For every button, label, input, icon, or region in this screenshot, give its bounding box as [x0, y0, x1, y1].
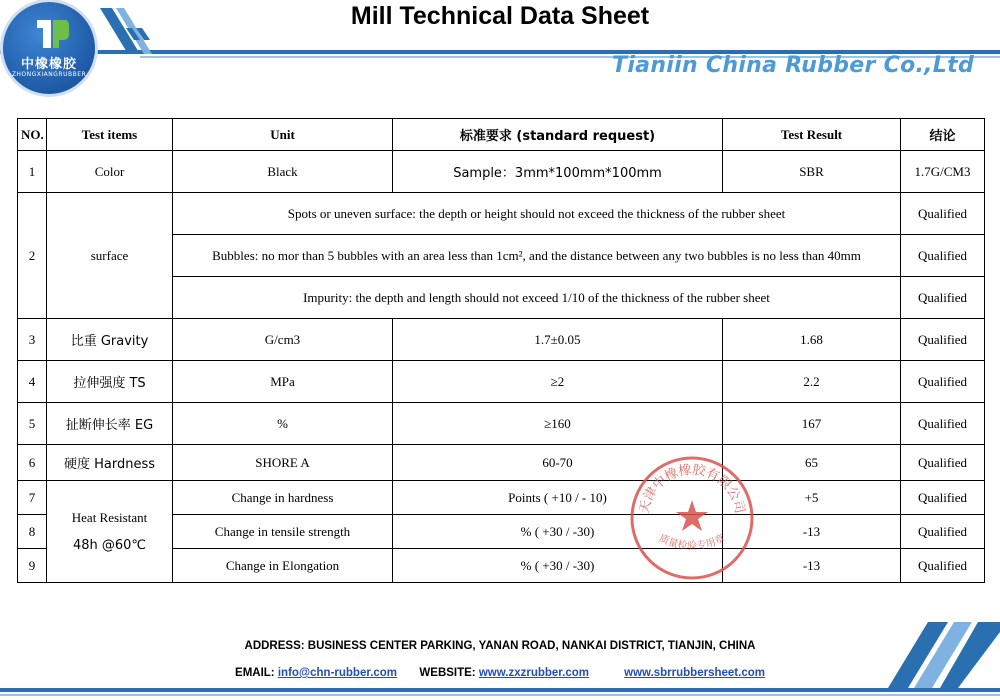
- header-test-items: Test items: [47, 119, 173, 151]
- cell-conclusion: Qualified: [901, 403, 985, 445]
- cell-conclusion: 1.7G/CM3: [901, 151, 985, 193]
- cell-result: -13: [723, 549, 901, 583]
- cell-standard: 60-70: [393, 445, 723, 481]
- table-row: [18, 403, 985, 445]
- table-row: [18, 193, 985, 235]
- table-header-row: [18, 119, 985, 151]
- table-row: [18, 361, 985, 403]
- cell-item: 拉伸强度 TS: [47, 361, 173, 403]
- cell-no: 4: [18, 361, 47, 403]
- cell-surface-requirement: Spots or uneven surface: the depth or height should not exceed the thickness of the rubber sheet: [173, 193, 901, 235]
- cell-no: 2: [18, 193, 47, 319]
- cell-standard: % ( +30 / -30): [393, 515, 723, 549]
- cell-no: 5: [18, 403, 47, 445]
- cell-conclusion: Qualified: [901, 515, 985, 549]
- cell-no: 7: [18, 481, 47, 515]
- logo-english-text: ZHONGXIANGRUBBER: [11, 71, 87, 78]
- cell-conclusion: Qualified: [901, 481, 985, 515]
- table-row: [18, 481, 985, 515]
- header-conclusion: 结论: [901, 119, 985, 151]
- footer-address: ADDRESS: BUSINESS CENTER PARKING, YANAN ROAD, NANKAI DISTRICT, TIANJIN, CHINA: [244, 640, 756, 652]
- cell-conclusion: Qualified: [901, 235, 985, 277]
- cell-conclusion: Qualified: [901, 445, 985, 481]
- company-name: Tianiin China Rubber Co.,Ltd: [612, 53, 974, 78]
- footer-contact: [0, 667, 1000, 679]
- cell-unit: Change in Elongation: [173, 549, 393, 583]
- cell-no: 3: [18, 319, 47, 361]
- cell-conclusion: Qualified: [901, 319, 985, 361]
- table-row: [18, 151, 985, 193]
- header-no: NO.: [18, 119, 47, 151]
- cell-standard: Sample：3mm*100mm*100mm: [393, 151, 723, 193]
- email-link[interactable]: info@chn-rubber.com: [277, 667, 398, 679]
- cell-result: +5: [723, 481, 901, 515]
- cell-result: -13: [723, 515, 901, 549]
- cell-item: 扯断伸长率 EG: [47, 403, 173, 445]
- cell-standard: 1.7±0.05: [393, 319, 723, 361]
- header-standard: 标准要求 (standard request): [393, 119, 723, 151]
- cell-standard: Points ( +10 / - 10): [393, 481, 723, 515]
- cell-surface-requirement: Impurity: the depth and length should not exceed 1/10 of the thickness of the rubber sheet: [173, 277, 901, 319]
- cell-unit: Change in hardness: [173, 481, 393, 515]
- cell-unit: MPa: [173, 361, 393, 403]
- cell-no: 9: [18, 549, 47, 583]
- cell-conclusion: Qualified: [901, 277, 985, 319]
- cell-no: 8: [18, 515, 47, 549]
- heat-item-line1: Heat Resistant: [71, 510, 148, 525]
- cell-unit: SHORE A: [173, 445, 393, 481]
- svg-text:天津中橡橡胶有限公司: 天津中橡橡胶有限公司: [637, 462, 747, 515]
- cell-standard: ≥2: [393, 361, 723, 403]
- cell-no: 1: [18, 151, 47, 193]
- cell-unit: %: [173, 403, 393, 445]
- cell-heat-item: [47, 481, 173, 583]
- cell-standard: % ( +30 / -30): [393, 549, 723, 583]
- cell-result: 2.2: [723, 361, 901, 403]
- cell-item: surface: [47, 193, 173, 319]
- cell-unit: Change in tensile strength: [173, 515, 393, 549]
- heat-item-line2: 48h @60℃: [72, 538, 147, 553]
- cell-item: 硬度 Hardness: [47, 445, 173, 481]
- cell-unit: Black: [173, 151, 393, 193]
- cell-no: 6: [18, 445, 47, 481]
- cell-standard: ≥160: [393, 403, 723, 445]
- footer-band: [0, 688, 1000, 692]
- header-unit: Unit: [173, 119, 393, 151]
- email-label: EMAIL:: [235, 667, 275, 679]
- footer-band-light: [0, 694, 1000, 696]
- logo-chinese-text: 中橡橡胶: [20, 57, 77, 72]
- footer-stripes-icon: [888, 622, 1000, 688]
- website-label: WEBSITE:: [419, 667, 476, 679]
- table-row: [18, 319, 985, 361]
- cell-item: Color: [47, 151, 173, 193]
- table-row: [18, 445, 985, 481]
- company-seal-stamp: [628, 454, 756, 582]
- document-title: Mill Technical Data Sheet: [350, 2, 650, 30]
- cell-item: 比重 Gravity: [47, 319, 173, 361]
- cell-result: 167: [723, 403, 901, 445]
- cell-result: SBR: [723, 151, 901, 193]
- cell-result: 1.68: [723, 319, 901, 361]
- svg-text:质量检验专用章: 质量检验专用章: [657, 533, 727, 552]
- cell-unit: G/cm3: [173, 319, 393, 361]
- cell-surface-requirement: Bubbles: no mor than 5 bubbles with an area less than 1cm², and the distance between any two bubbles is no less than 40mm: [173, 235, 901, 277]
- website-link-1[interactable]: www.zxzrubber.com: [478, 667, 589, 679]
- spec-table: [17, 118, 985, 583]
- cell-conclusion: Qualified: [901, 549, 985, 583]
- cell-conclusion: Qualified: [901, 193, 985, 235]
- website-link-2[interactable]: www.sbrrubbersheet.com: [624, 667, 765, 679]
- cell-conclusion: Qualified: [901, 361, 985, 403]
- cell-result: 65: [723, 445, 901, 481]
- header-test-result: Test Result: [723, 119, 901, 151]
